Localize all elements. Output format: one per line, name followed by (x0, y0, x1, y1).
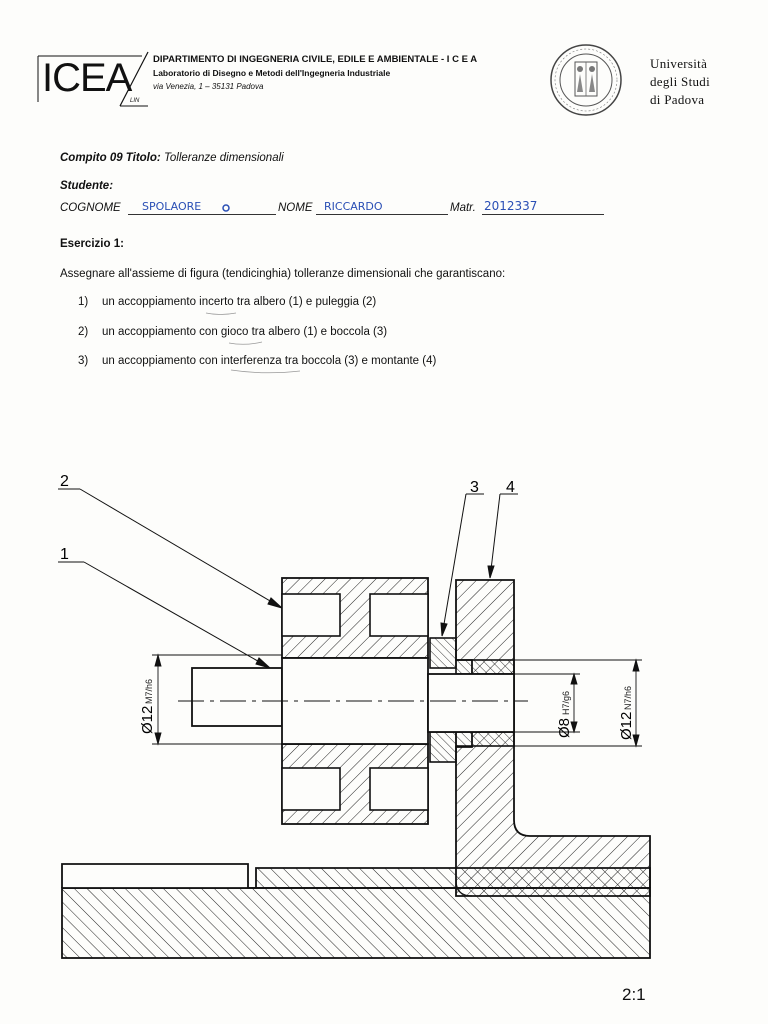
dim-left-value: Ø12 (139, 705, 156, 734)
dim-right-tolerance: N7/h6 (623, 685, 633, 710)
dim-mid (556, 691, 573, 738)
laboratory-name: Laboratorio di Disegno e Metodi dell'Ingegneria Industriale (153, 68, 391, 78)
university-line-3: di Padova (650, 92, 705, 107)
dim-left-tolerance: M7/h6 (144, 678, 154, 704)
dim-left (139, 679, 156, 734)
part-label: 3 (470, 479, 479, 496)
exercise-intro: Assegnare all'assieme di figura (tendicinghia) tolleranze dimensionali che garantiscano: (60, 268, 506, 280)
surname-value: SPOLAORE (142, 200, 202, 213)
matr-label: Matr. (450, 202, 476, 214)
title-value: Tolleranze dimensionali (163, 152, 284, 164)
part-label: 4 (506, 479, 515, 496)
matr-value: 2012337 (484, 199, 538, 213)
title-label: Compito 09 Titolo: (60, 152, 161, 164)
university-line-1: Università (650, 56, 708, 71)
item-number: 1) (78, 296, 89, 308)
name-value: RICCARDO (324, 200, 383, 213)
item-text: un accoppiamento incerto tra albero (1) e puleggia (2) (102, 296, 377, 308)
dim-right-value: Ø12 (618, 711, 635, 740)
department-name: DIPARTIMENTO DI INGEGNERIA CIVILE, EDILE E AMBIENTALE - I C E A (153, 54, 478, 65)
item-number: 3) (78, 355, 89, 367)
drawing-scale: 2:1 (622, 985, 646, 1004)
address: via Venezia, 1 – 35131 Padova (153, 82, 264, 91)
dim-mid-tolerance: H7/g6 (561, 690, 571, 715)
part-label: 2 (60, 473, 69, 490)
name-label: NOME (278, 202, 313, 214)
student-label: Studente: (60, 180, 114, 192)
pencil-underlines (0, 0, 768, 400)
part-label: 1 (60, 546, 69, 563)
logo-sub: LIN (130, 98, 140, 104)
assembly-drawing (0, 440, 768, 960)
exercise-heading: Esercizio 1: (60, 238, 124, 250)
item-number: 2) (78, 326, 89, 338)
item-text: un accoppiamento con interferenza tra boccola (3) e montante (4) (102, 355, 437, 367)
item-text: un accoppiamento con gioco tra albero (1) e boccola (3) (102, 326, 388, 338)
surname-label: COGNOME (60, 202, 121, 214)
icea-logo: ICEA (42, 56, 132, 100)
dim-mid-value: Ø8 (556, 717, 573, 738)
dim-right (618, 686, 635, 740)
university-line-2: degli Studi (650, 74, 710, 89)
